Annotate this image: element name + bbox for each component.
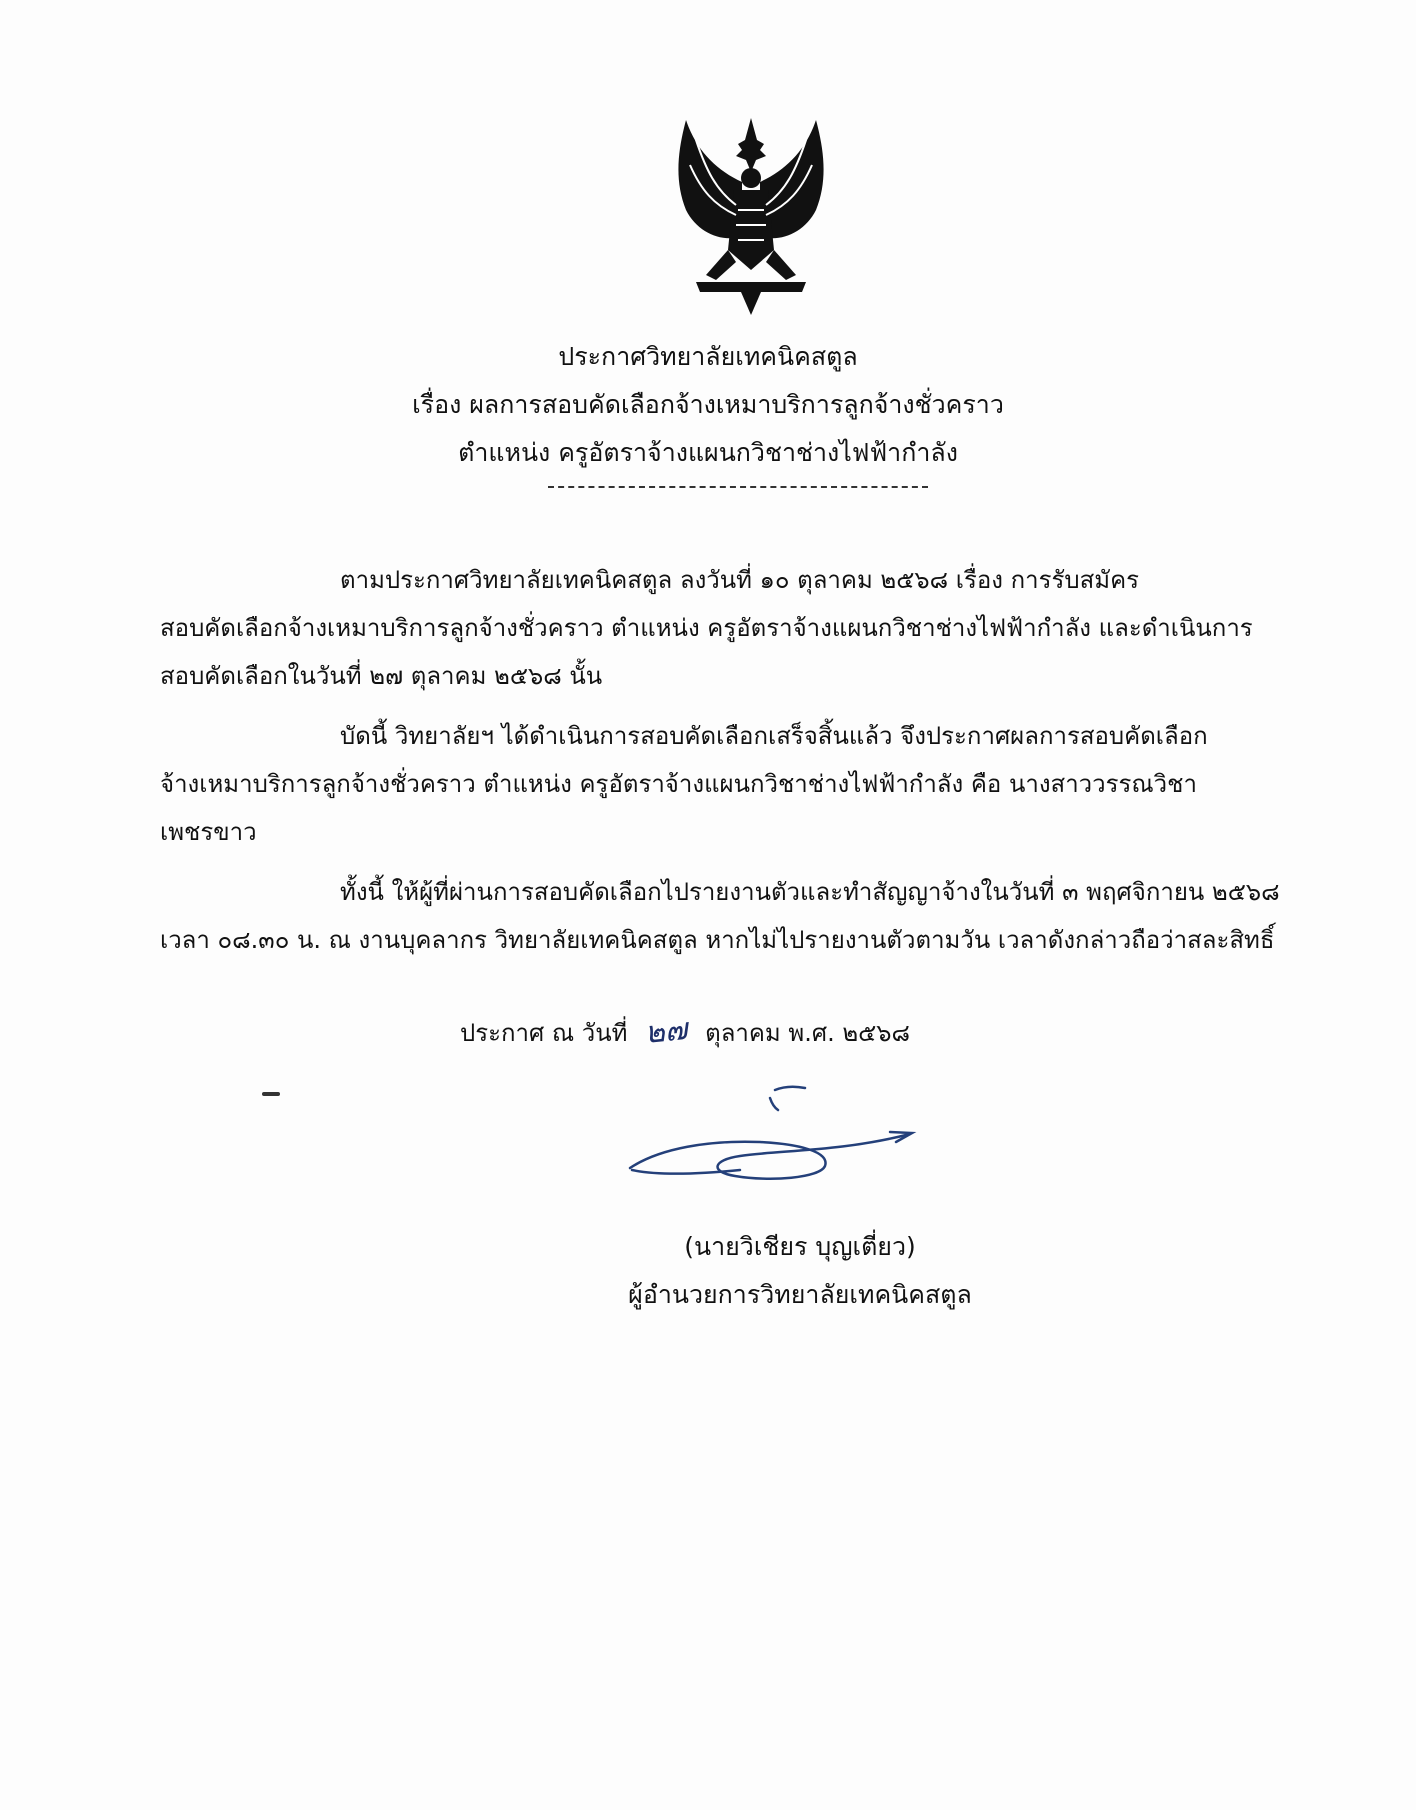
paragraph-line: จ้างเหมาบริการลูกจ้างชั่วคราว ตำแหน่ง ครูอัตราจ้างแผนกวิชาช่างไฟฟ้ากำลัง คือ นางสาววรรณวิชา — [160, 770, 1197, 798]
handwritten-day: ๒๗ — [643, 1011, 690, 1052]
signer-title: ผู้อำนวยการวิทยาลัยเทคนิคสตูล — [628, 1280, 972, 1309]
paragraph-2 — [160, 712, 1310, 856]
date-prefix: ประกาศ ณ วันที่ — [460, 1019, 628, 1047]
date-suffix: ตุลาคม พ.ศ. ๒๕๖๘ — [705, 1019, 911, 1047]
paragraph-line: เพชรขาว — [160, 818, 257, 846]
paragraph-line: ตามประกาศวิทยาลัยเทคนิคสตูล ลงวันที่ ๑๐ ตุลาคม ๒๕๖๘ เรื่อง การรับสมัคร — [340, 566, 1140, 594]
paragraph-line: เวลา ๐๘.๓๐ น. ณ งานบุคลากร วิทยาลัยเทคนิคสตูล หากไม่ไปรายงานตัวตามวัน เวลาดังกล่าวถือว่าสละสิทธิ์ — [160, 926, 1275, 954]
paragraph-1 — [160, 556, 1310, 700]
announcement-title: ประกาศวิทยาลัยเทคนิคสตูล — [558, 342, 858, 371]
announcement-subject: เรื่อง ผลการสอบคัดเลือกจ้างเหมาบริการลูกจ้างชั่วคราว — [412, 390, 1004, 419]
garuda-emblem-icon — [656, 110, 846, 315]
announcement-position: ตำแหน่ง ครูอัตราจ้างแผนกวิชาช่างไฟฟ้ากำลัง — [458, 438, 958, 467]
signature-icon — [620, 1078, 920, 1188]
paragraph-line: บัดนี้ วิทยาลัยฯ ได้ดำเนินการสอบคัดเลือกเสร็จสิ้นแล้ว จึงประกาศผลการสอบคัดเลือก — [340, 722, 1208, 750]
signer-name: (นายวิเชียร บุญเตี่ยว) — [684, 1232, 916, 1261]
header-divider — [548, 486, 928, 488]
announcement-date — [460, 1012, 910, 1053]
paragraph-3 — [160, 868, 1310, 964]
paragraph-line: ทั้งนี้ ให้ผู้ที่ผ่านการสอบคัดเลือกไปรายงานตัวและทำสัญญาจ้างในวันที่ ๓ พฤศจิกายน ๒๕๖๘ — [340, 878, 1280, 906]
paragraph-line: สอบคัดเลือกในวันที่ ๒๗ ตุลาคม ๒๕๖๘ นั้น — [160, 662, 603, 690]
paragraph-line: สอบคัดเลือกจ้างเหมาบริการลูกจ้างชั่วคราว ตำแหน่ง ครูอัตราจ้างแผนกวิชาช่างไฟฟ้ากำลัง และดำเนินการ — [160, 614, 1253, 642]
stray-mark — [262, 1092, 280, 1096]
